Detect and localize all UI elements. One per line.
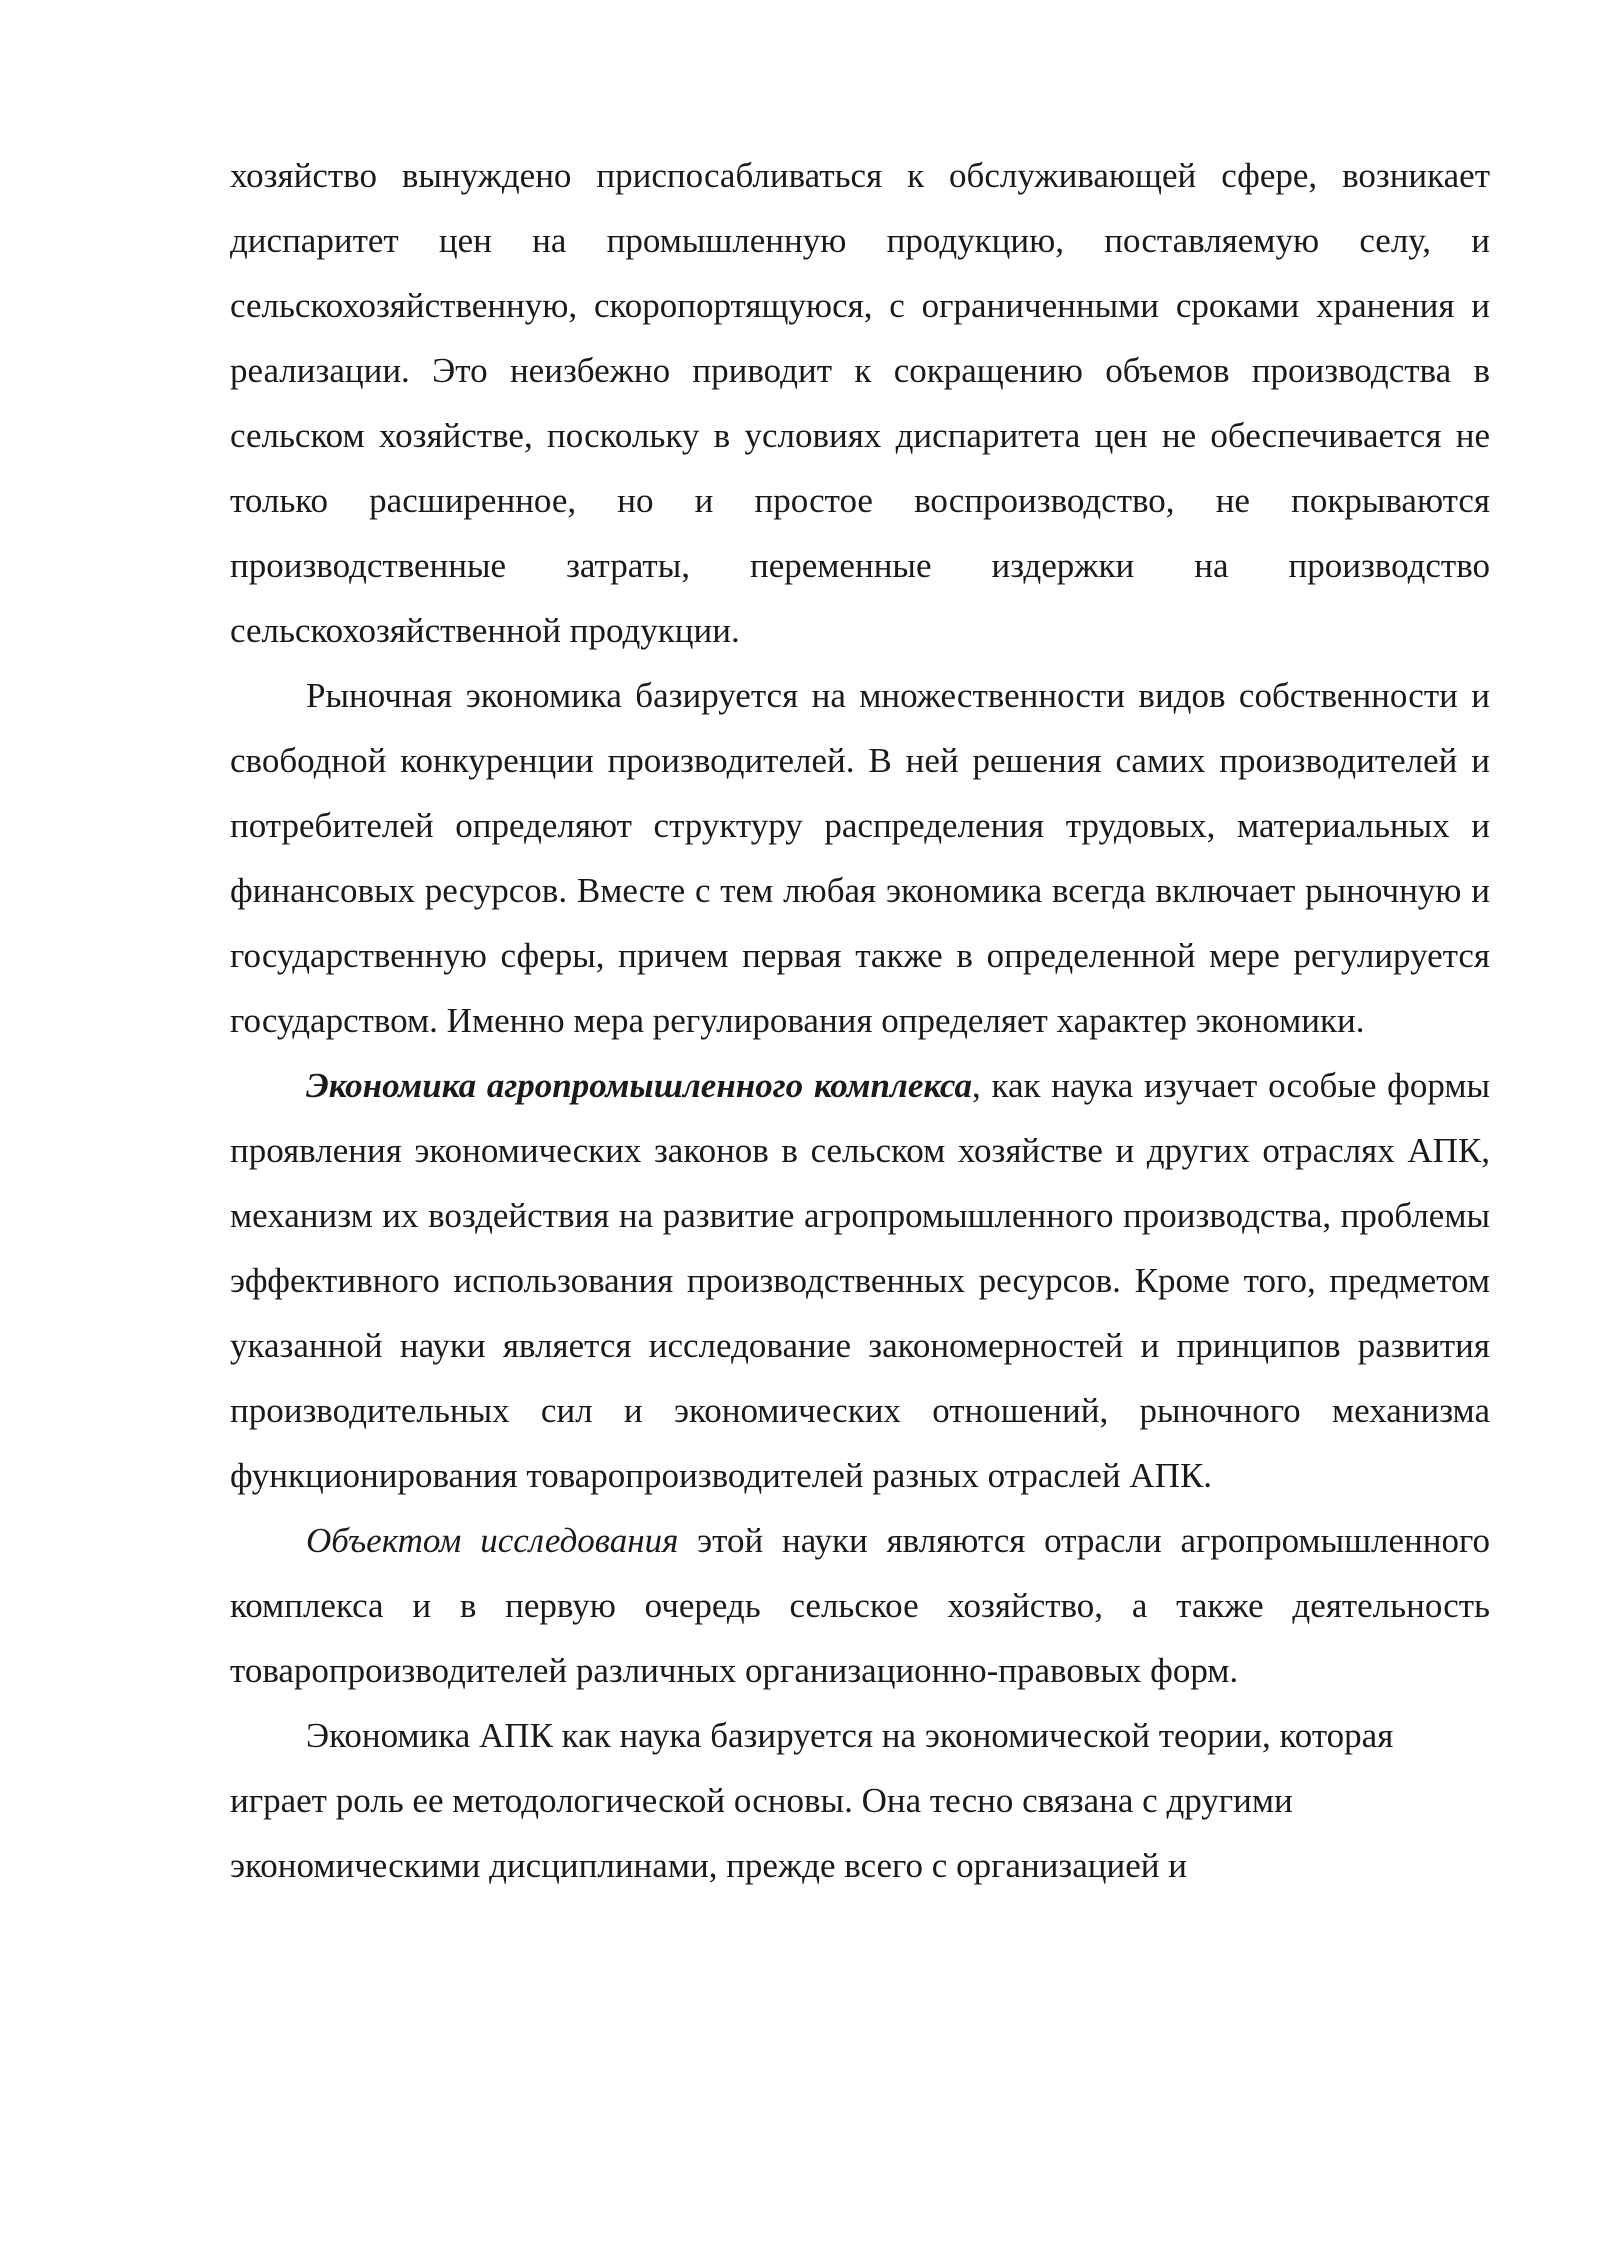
paragraph-text: Рыночная экономика базируется на множественности видов собственности и свободной конкуренции производителей. В ней решения самих производителей и потребителей определяют структуру распределения трудовых, материальных и финансовых ресурсов. Вместе с тем любая экономика всегда включает рыночную и государственную сферы, причем первая также в определенной мере регулируется государством. Именно мера регулирования определяет характер экономики.: [230, 676, 1490, 1040]
paragraph-methodology: [230, 1703, 1490, 1898]
paragraph-apk-economics-definition: [230, 1053, 1490, 1508]
paragraph-price-disparity: [230, 143, 1490, 663]
italic-term: Объектом исследования: [306, 1521, 679, 1560]
paragraph-market-economy: [230, 663, 1490, 1053]
paragraph-text: хозяйство вынуждено приспосабливаться к обслуживающей сфере, возникает диспаритет цен на промышленную продукцию, поставляемую селу, и сельскохозяйственную, скоропортящуюся, с ограниченными сроками хранения и реализации. Это неизбежно приводит к сокращению объемов производства в сельском хозяйстве, поскольку в условиях диспаритета цен не обеспечивается не только расширенное, но и простое воспроизводство, не покрываются производственные затраты, переменные издержки на производство сельскохозяйственной продукции.: [230, 156, 1490, 650]
paragraph-text: Экономика АПК как наука базируется на экономической теории, которая играет роль ее методологической основы. Она тесно связана с другими экономическими дисциплинами, прежде всего с организацией и: [230, 1716, 1394, 1885]
paragraph-text: , как наука изучает особые формы проявления экономических законов в сельском хозяйстве и других отраслях АПК, механизм их воздействия на развитие агропромышленного производства, проблемы эффективного использования производственных ресурсов. Кроме того, предметом указанной науки является исследование закономерностей и принципов развития производительных сил и экономических отношений, рыночного механизма функционирования товаропроизводителей разных отраслей АПК.: [230, 1066, 1490, 1495]
paragraph-text: этой науки являются отрасли агропромышленного комплекса и в первую очередь сельское хозяйство, а также деятельность товаропроизводителей различных организационно-правовых форм.: [230, 1521, 1490, 1690]
bold-italic-term: Экономика агропромышленного комплекса: [306, 1066, 972, 1105]
paragraph-research-object: [230, 1508, 1490, 1703]
document-body: [230, 143, 1490, 1898]
